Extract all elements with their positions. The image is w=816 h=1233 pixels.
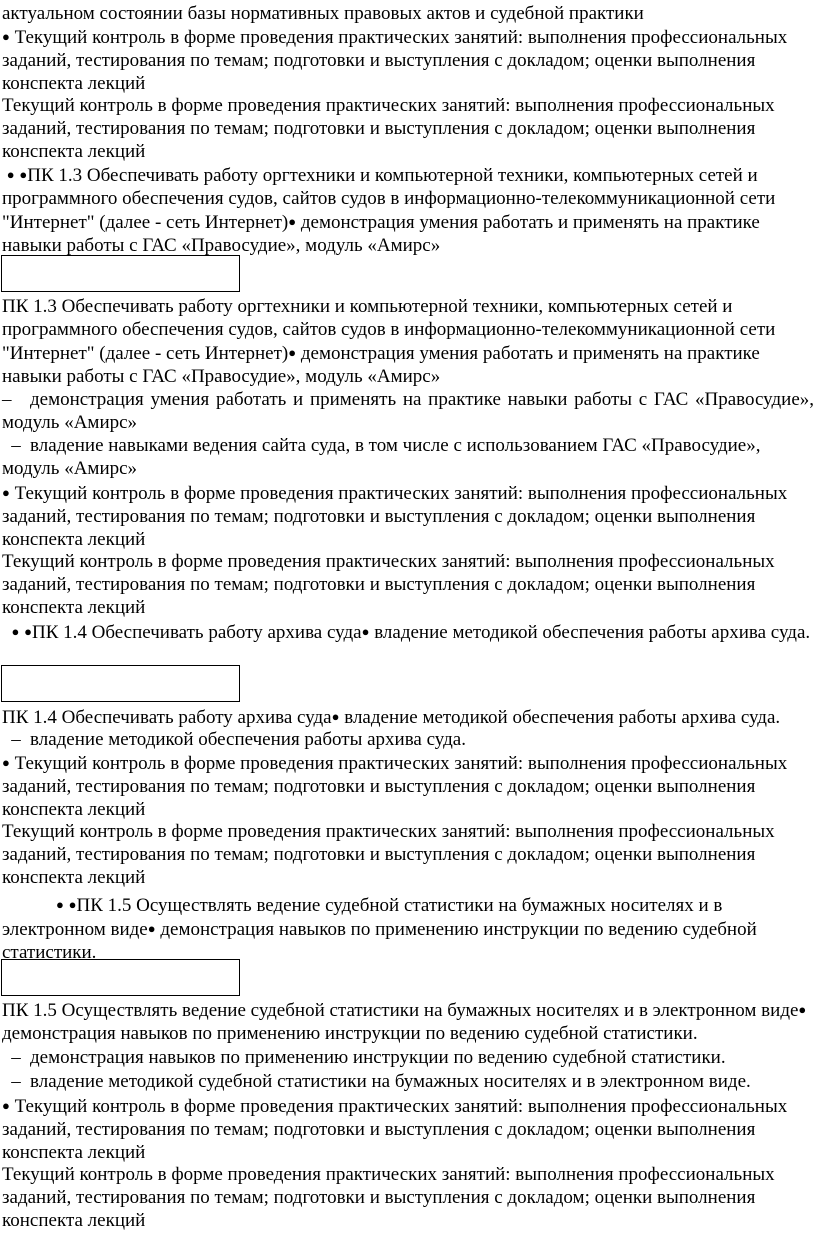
bullet-icon: ●	[6, 167, 15, 182]
pk13-bullet-paragraph	[2, 163, 814, 257]
dash-marker: –	[2, 389, 12, 410]
pk13-item-text: демонстрация умения работать и применять на практике навыки работы с ГАС «Правосудие», модуль «Амирс»	[2, 389, 814, 433]
bullet-icon: ●	[56, 897, 64, 912]
intro-line: актуальном состоянии базы нормативных правовых актов и судебной практики	[2, 3, 644, 24]
pk13-indicator: демонстрация умения работать и применять на практике навыки работы с ГАС «Правосудие», модуль «Амирс»	[2, 343, 760, 387]
bullet-icon: ●	[288, 214, 297, 229]
pk14-indicator: владение методикой обеспечения работы архива суда.	[344, 707, 781, 728]
pk15-item-text: демонстрация навыков по применению инструкции по ведению судебной статистики.	[30, 1047, 726, 1068]
dash-marker: –	[11, 1047, 21, 1068]
pk13-item-text: владение навыками ведения сайта суда, в том числе с использованием ГАС «Правосудие», модуль «Амирс»	[2, 435, 761, 479]
pk15-list-item	[2, 1046, 814, 1069]
bullet-icon: ●	[19, 167, 28, 182]
bullet-icon: ●	[24, 624, 32, 639]
bullet-icon: ●	[147, 921, 156, 936]
pk14-paragraph	[2, 705, 814, 729]
pk15-list-item	[2, 1070, 814, 1093]
pk15-bullet-paragraph	[2, 893, 814, 964]
bullet-icon: ●	[361, 624, 370, 639]
control-paragraph: Текущий контроль в форме проведения практических занятий: выполнения профессиональных заданий, тестирования по темам; подготовки и выступления с докладом; оценки выполнения конспекта лекций	[2, 95, 775, 162]
control-bullet-text: Текущий контроль в форме проведения практических занятий: выполнения профессиональных заданий, тестирования по темам; подготовки и выступления с докладом; оценки выполнения конспекта лекций	[2, 753, 788, 820]
control-bullet-text: Текущий контроль в форме проведения практических занятий: выполнения профессиональных заданий, тестирования по темам; подготовки и выступления с докладом; оценки выполнения конспекта лекций	[2, 483, 788, 550]
pk14-bullet-paragraph	[2, 620, 814, 644]
pk15-item-text: владение методикой судебной статистики на бумажных носителях и в электронном виде.	[30, 1071, 751, 1092]
pk14-item-text: владение методикой обеспечения работы архива суда.	[30, 729, 466, 750]
control-bullet-paragraph	[2, 751, 814, 821]
control-bullet-paragraph	[2, 1094, 814, 1164]
pk14-competence: ПК 1.4 Обеспечивать работу архива суда	[2, 707, 332, 728]
pk13-indicator: демонстрация умения работать и применять на практике навыки работы с ГАС «Правосудие», модуль «Амирс»	[2, 212, 760, 256]
bullet-icon: ●	[798, 1002, 807, 1017]
pk15-competence: ПК 1.5 Осуществлять ведение судебной статистики на бумажных носителях и в электронном виде	[2, 1000, 799, 1021]
bullet-icon: ●	[288, 345, 297, 360]
control-bullet-text: Текущий контроль в форме проведения практических занятий: выполнения профессиональных заданий, тестирования по темам; подготовки и выступления с докладом; оценки выполнения конспекта лекций	[2, 1096, 788, 1163]
dash-marker: –	[11, 729, 21, 750]
control-paragraph: Текущий контроль в форме проведения практических занятий: выполнения профессиональных заданий, тестирования по темам; подготовки и выступления с докладом; оценки выполнения конспекта лекций	[2, 1164, 775, 1231]
control-bullet-paragraph	[2, 481, 814, 551]
control-paragraph: Текущий контроль в форме проведения практических занятий: выполнения профессиональных заданий, тестирования по темам; подготовки и выступления с докладом; оценки выполнения конспекта лекций	[2, 821, 775, 888]
bullet-icon: ●	[331, 709, 340, 724]
empty-cell-box	[1, 959, 240, 996]
bullet-icon: ●	[2, 755, 10, 770]
pk13-list-item	[2, 388, 814, 434]
pk14-competence: ПК 1.4 Обеспечивать работу архива суда	[31, 622, 362, 643]
dash-marker: –	[11, 1071, 21, 1092]
pk13-competence: ПК 1.3 Обеспечивать работу оргтехники и компьютерной техники, компьютерных сетей и программного обеспечения судов, сайтов судов в информационно-телекоммуникационной сети "Интернет" (далее - сеть Интернет)	[2, 296, 776, 364]
pk13-competence: ПК 1.3 Обеспечивать работу оргтехники и компьютерной техники, компьютерных сетей и программного обеспечения судов, сайтов судов в информационно-телекоммуникационной сети "Интернет" (далее - сеть Интернет)	[2, 165, 776, 233]
pk15-paragraph	[2, 998, 814, 1045]
bullet-icon: ●	[2, 485, 10, 500]
empty-cell-box	[1, 665, 240, 702]
pk14-list-item	[2, 728, 814, 751]
pk13-paragraph	[2, 295, 814, 388]
pk15-indicator: демонстрация навыков по применению инструкции по ведению судебной статистики.	[2, 1023, 698, 1044]
control-bullet-text: Текущий контроль в форме проведения практических занятий: выполнения профессиональных заданий, тестирования по темам; подготовки и выступления с докладом; оценки выполнения конспекта лекций	[2, 27, 788, 94]
bullet-icon: ●	[2, 1098, 10, 1113]
control-paragraph: Текущий контроль в форме проведения практических занятий: выполнения профессиональных заданий, тестирования по темам; подготовки и выступления с докладом; оценки выполнения конспекта лекций	[2, 551, 775, 618]
bullet-icon: ●	[11, 624, 20, 639]
pk13-list-item	[2, 434, 814, 480]
bullet-icon: ●	[68, 897, 77, 912]
bullet-icon: ●	[2, 29, 10, 44]
empty-cell-box	[1, 255, 240, 292]
dash-marker: –	[11, 435, 21, 456]
pk15-competence: ПК 1.5 Осуществлять ведение судебной статистики на бумажных носителях и в электронном виде	[2, 895, 723, 940]
pk14-indicator: владение методикой обеспечения работы архива суда.	[374, 622, 811, 643]
control-bullet-paragraph	[2, 25, 814, 95]
pk15-indicator: демонстрация навыков по применению инструкции по ведению судебной статистики.	[2, 919, 757, 963]
